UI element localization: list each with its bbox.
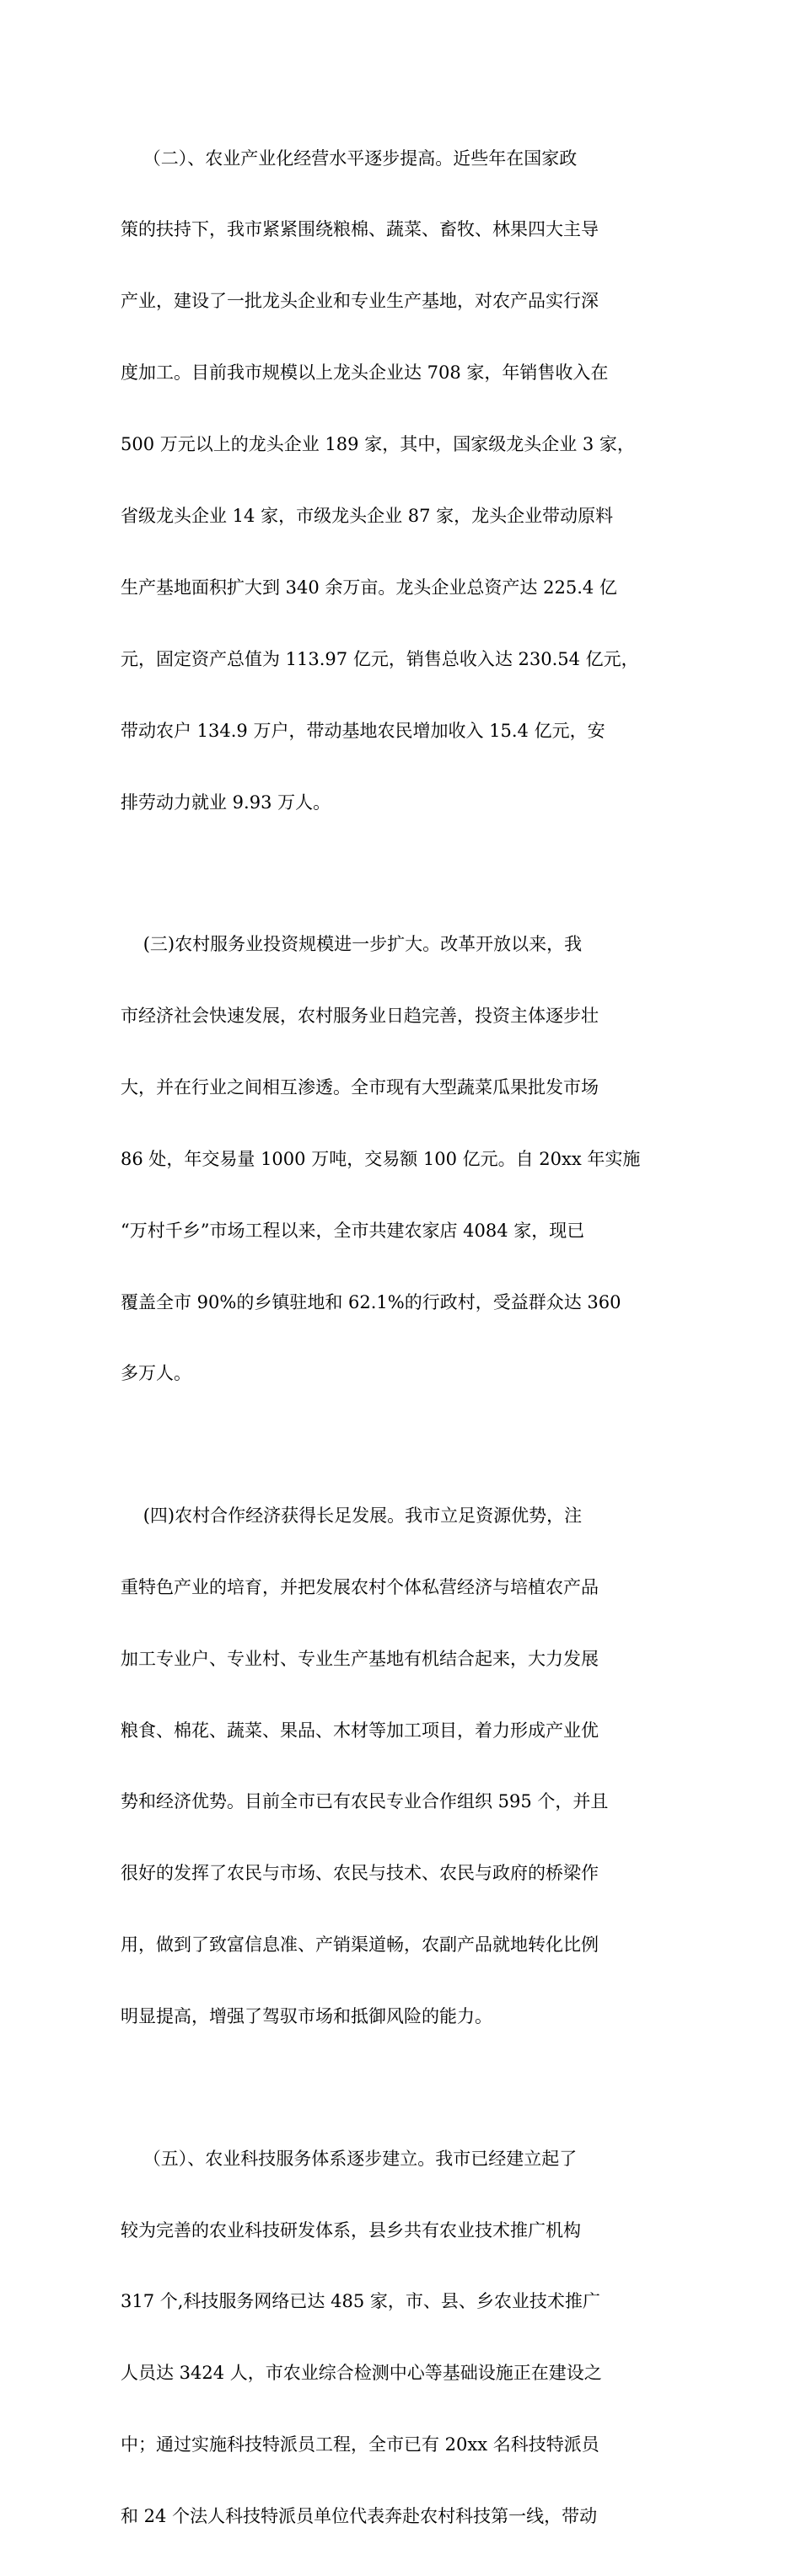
paragraph-cooperative-economy — [121, 1456, 690, 2076]
text-line: (三)农村服务业投资规模进一步扩大。改革开放以来，我 — [121, 934, 583, 955]
text-line: 元，固定资产总值为 113.97 亿元，销售总收入达 230.54 亿元， — [121, 648, 639, 669]
text-line: 中；通过实施科技特派员工程，全市已有 20xx 名科技特派员 — [121, 2434, 599, 2455]
text-line: 市经济社会快速发展，农村服务业日趋完善，投资主体逐步壮 — [121, 1005, 599, 1026]
text-line: 势和经济优势。目前全市已有农民专业合作组织 595 个，并且 — [121, 1791, 609, 1812]
text-line: 较为完善的农业科技研发体系，县乡共有农业技术推广机构 — [121, 2219, 581, 2241]
paragraph-agricultural-industrialization — [121, 99, 690, 862]
text-line: 带动农户 134.9 万户，带动基地农民增加收入 15.4 亿元，安 — [121, 720, 605, 741]
text-line: 人员达 3424 人，市农业综合检测中心等基础设施正在建设之 — [121, 2363, 602, 2384]
text-line: 重特色产业的培育，并把发展农村个体私营经济与培植农产品 — [121, 1576, 599, 1597]
text-line: 排劳动力就业 9.93 万人。 — [121, 792, 331, 813]
paragraph-rural-services — [121, 885, 690, 1434]
text-line: 生产基地面积扩大到 340 余万亩。龙头企业总资产达 225.4 亿 — [121, 577, 617, 598]
document-body — [121, 99, 690, 2576]
text-line: （二）、农业产业化经营水平逐步提高。近些年在国家政 — [121, 148, 578, 169]
text-line: 策的扶持下，我市紧紧围绕粮棉、蔬菜、畜牧、林果四大主导 — [121, 219, 599, 240]
text-line: 大，并在行业之间相互渗透。全市现有大型蔬菜瓜果批发市场 — [121, 1076, 599, 1097]
paragraph-spacer — [121, 2076, 690, 2099]
text-line: 86 处，年交易量 1000 万吨，交易额 100 亿元。自 20xx 年实施 — [121, 1148, 641, 1169]
text-line: 度加工。目前我市规模以上龙头企业达 708 家，年销售收入在 — [121, 362, 609, 384]
paragraph-technology-services — [121, 2099, 690, 2576]
paragraph-spacer — [121, 862, 690, 885]
text-line: 产业，建设了一批龙头企业和专业生产基地，对农产品实行深 — [121, 291, 599, 312]
text-line: 用，做到了致富信息准、产销渠道畅，农副产品就地转化比例 — [121, 1935, 599, 1956]
text-line: （五）、农业科技服务体系逐步建立。我市已经建立起了 — [121, 2148, 578, 2169]
text-line: (四)农村合作经济获得长足发展。我市立足资源优势，注 — [121, 1505, 583, 1526]
text-line: “万村千乡”市场工程以来，全市共建农家店 4084 家，现已 — [121, 1220, 585, 1241]
text-line: 多万人。 — [121, 1363, 191, 1384]
text-line: 很好的发挥了农民与市场、农民与技术、农民与政府的桥梁作 — [121, 1863, 599, 1884]
text-line: 省级龙头企业 14 家，市级龙头企业 87 家，龙头企业带动原料 — [121, 506, 614, 527]
text-line: 和 24 个法人科技特派员单位代表奔赴农村科技第一线，带动 — [121, 2506, 598, 2527]
text-line: 明显提高，增强了驾驭市场和抵御风险的能力。 — [121, 2006, 492, 2027]
text-line: 粮食、棉花、蔬菜、果品、木材等加工项目，着力形成产业优 — [121, 1720, 599, 1741]
text-line: 500 万元以上的龙头企业 189 家，其中，国家级龙头企业 3 家， — [121, 434, 635, 455]
paragraph-spacer — [121, 1433, 690, 1456]
text-line: 317 个,科技服务网络已达 485 家，市、县、乡农业技术推广 — [121, 2291, 600, 2312]
text-line: 加工专业户、专业村、专业生产基地有机结合起来，大力发展 — [121, 1648, 599, 1669]
text-line: 覆盖全市 90%的乡镇驻地和 62.1%的行政村，受益群众达 360 — [121, 1291, 621, 1312]
